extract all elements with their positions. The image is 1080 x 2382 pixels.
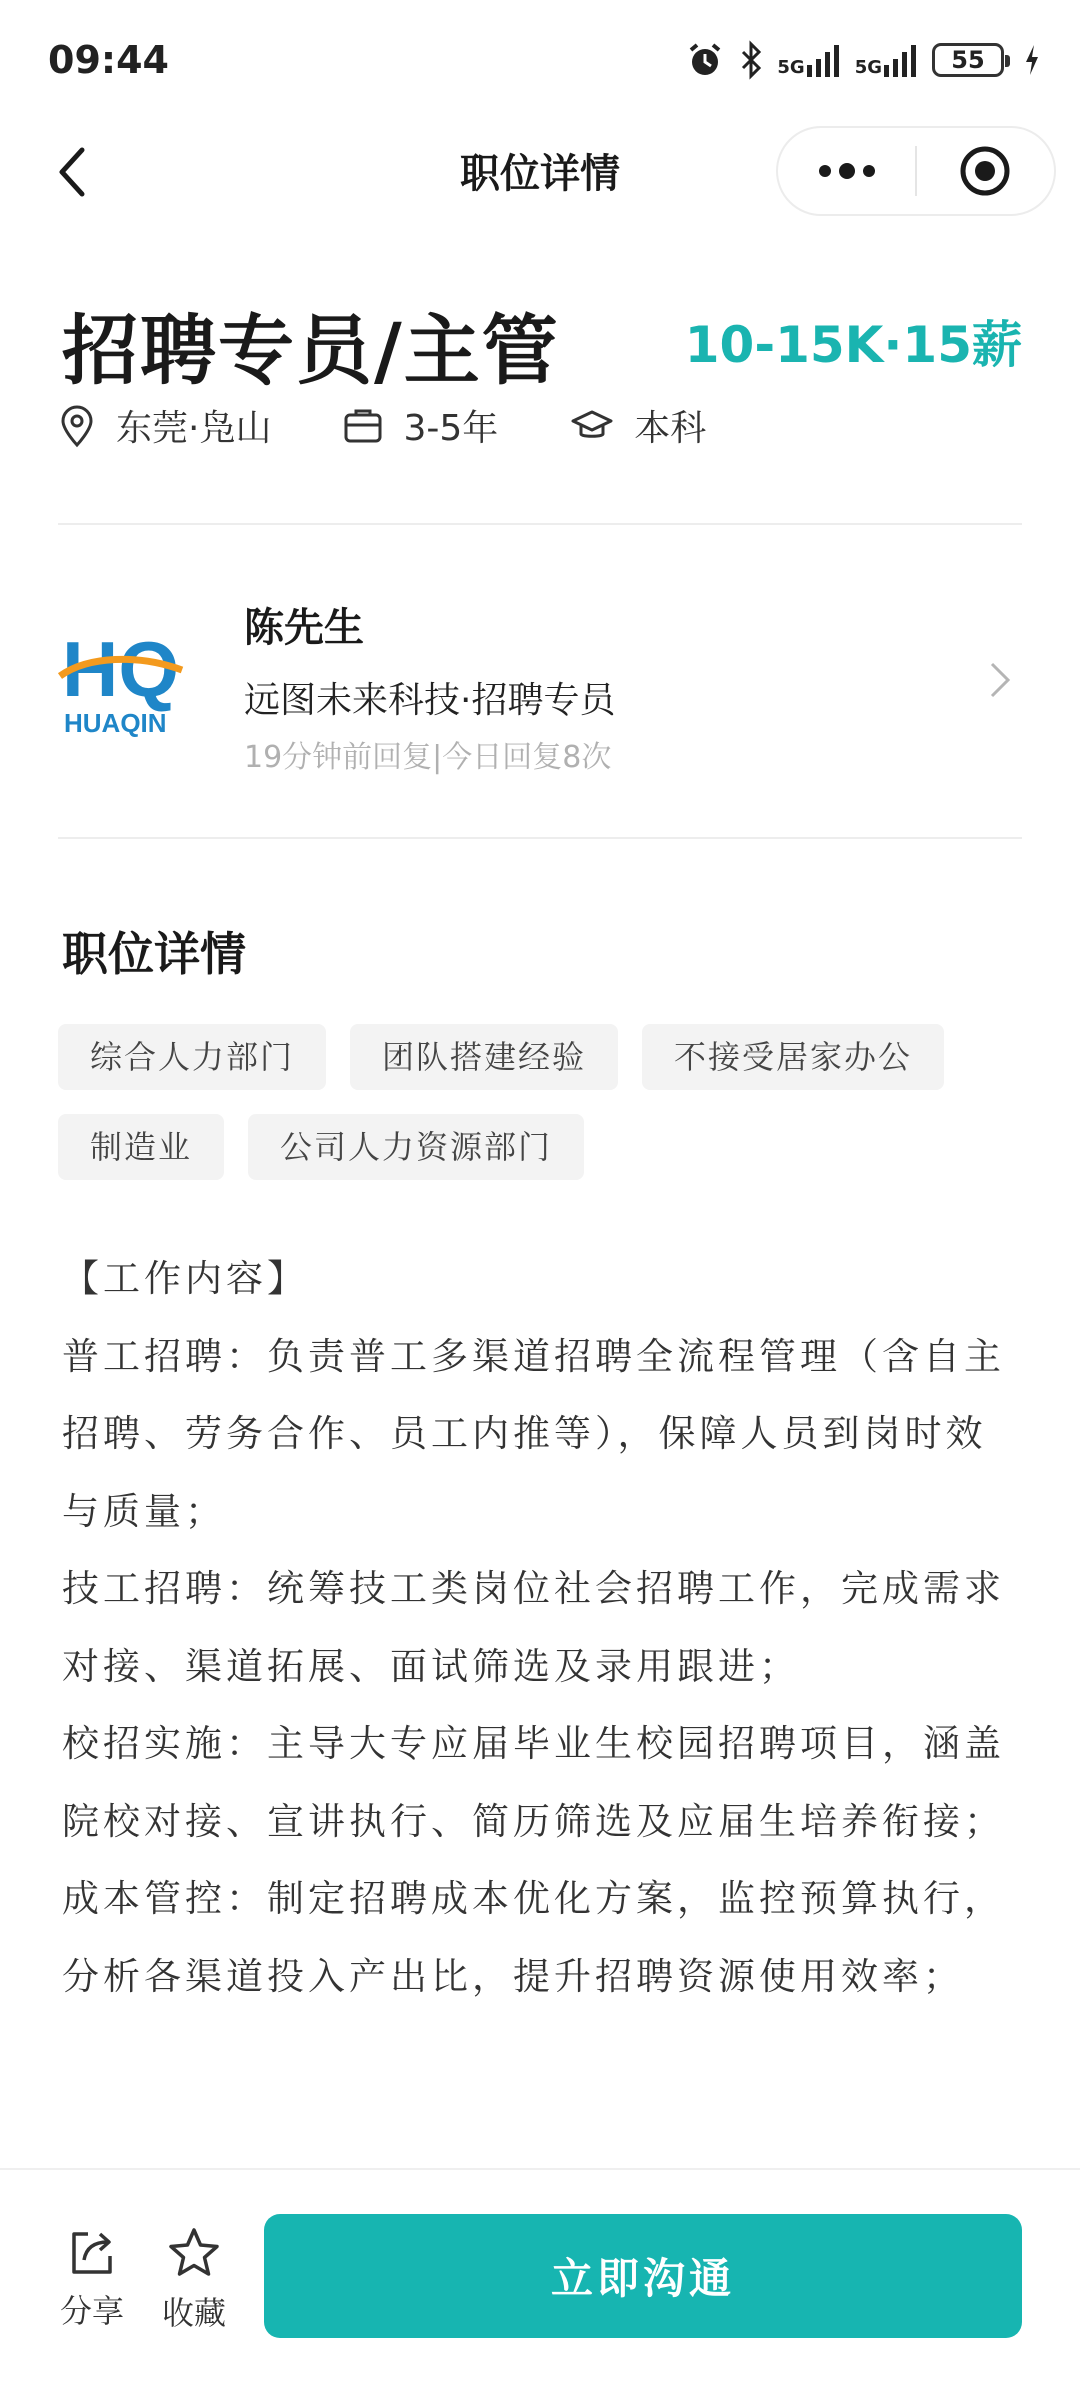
favorite-label: 收藏 [161, 2294, 226, 2332]
job-description [62, 1240, 1022, 2015]
description-line: 校招实施：主导大专应届毕业生校园招聘项目，涵盖院校对接、宣讲执行、简历筛选及应届生培养衔接； [62, 1722, 1005, 1843]
star-icon [166, 2226, 222, 2280]
job-meta [58, 400, 778, 451]
section-title: 职位详情 [62, 927, 246, 981]
more-dots-icon [817, 161, 877, 181]
battery-level: 55 [951, 46, 985, 74]
location [58, 400, 271, 451]
tag: 不接受居家办公 [642, 1024, 944, 1090]
recruiter-reply-stats: 19分钟前回复|今日回复8次 [244, 740, 612, 775]
job-title: 招聘专员/主管 [62, 306, 560, 395]
graduation-cap-icon [570, 408, 614, 444]
mini-program-capsule [776, 126, 1056, 216]
share-button[interactable] [52, 2226, 132, 2332]
chevron-right-icon [988, 660, 1012, 700]
education [570, 400, 706, 451]
bottom-action-bar [0, 2168, 1080, 2382]
signal-icon: 5G [855, 43, 918, 77]
svg-text:HQ: HQ [62, 625, 179, 713]
education-text: 本科 [634, 408, 707, 449]
status-bar [0, 0, 1080, 120]
chat-now-button[interactable]: 立即沟通 [264, 2214, 1022, 2338]
tag-list [58, 1024, 1038, 1180]
tag: 综合人力部门 [58, 1024, 326, 1090]
alarm-icon [685, 40, 725, 80]
share-label: 分享 [59, 2292, 124, 2330]
nav-bar [0, 120, 1080, 220]
battery-icon [932, 43, 1004, 77]
signal-icon: 5G [777, 43, 840, 77]
share-icon [66, 2226, 118, 2278]
location-text: 东莞·凫山 [116, 408, 272, 449]
tag: 团队搭建经验 [350, 1024, 618, 1090]
briefcase-icon [343, 407, 383, 445]
svg-text:HUAQIN: HUAQIN [64, 708, 167, 738]
divider [58, 837, 1022, 839]
location-pin-icon [58, 404, 96, 448]
charging-icon [1024, 43, 1040, 77]
status-icons [685, 40, 1040, 80]
target-icon [958, 144, 1012, 198]
close-mini-program-button[interactable] [917, 128, 1054, 214]
tag: 制造业 [58, 1114, 224, 1180]
description-line: 【工作内容】 [62, 1257, 308, 1300]
experience [343, 400, 498, 451]
favorite-button[interactable] [154, 2226, 234, 2334]
salary: 10-15K·15薪 [684, 316, 1022, 374]
tag: 公司人力资源部门 [248, 1114, 584, 1180]
bluetooth-icon [739, 40, 763, 80]
more-button[interactable] [778, 128, 915, 214]
page-title: 职位详情 [460, 151, 620, 197]
description-line: 普工招聘：负责普工多渠道招聘全流程管理（含自主招聘、劳务合作、员工内推等），保障人员到岗时效与质量； [62, 1334, 1005, 1533]
status-time: 09:44 [48, 38, 169, 82]
experience-text: 3-5年 [403, 408, 499, 449]
description-line: 技工招聘：统筹技工类岗位社会招聘工作，完成需求对接、渠道拓展、面试筛选及录用跟进； [62, 1567, 1005, 1688]
description-line: 成本管控：制定招聘成本优化方案，监控预算执行，分析各渠道投入产出比，提升招聘资源使用效率； [62, 1877, 1005, 1998]
recruiter-card[interactable] [58, 560, 1022, 800]
recruiter-name: 陈先生 [244, 605, 364, 651]
recruiter-company: 远图未来科技·招聘专员 [244, 680, 616, 721]
divider [58, 523, 1022, 525]
company-logo [58, 620, 188, 740]
